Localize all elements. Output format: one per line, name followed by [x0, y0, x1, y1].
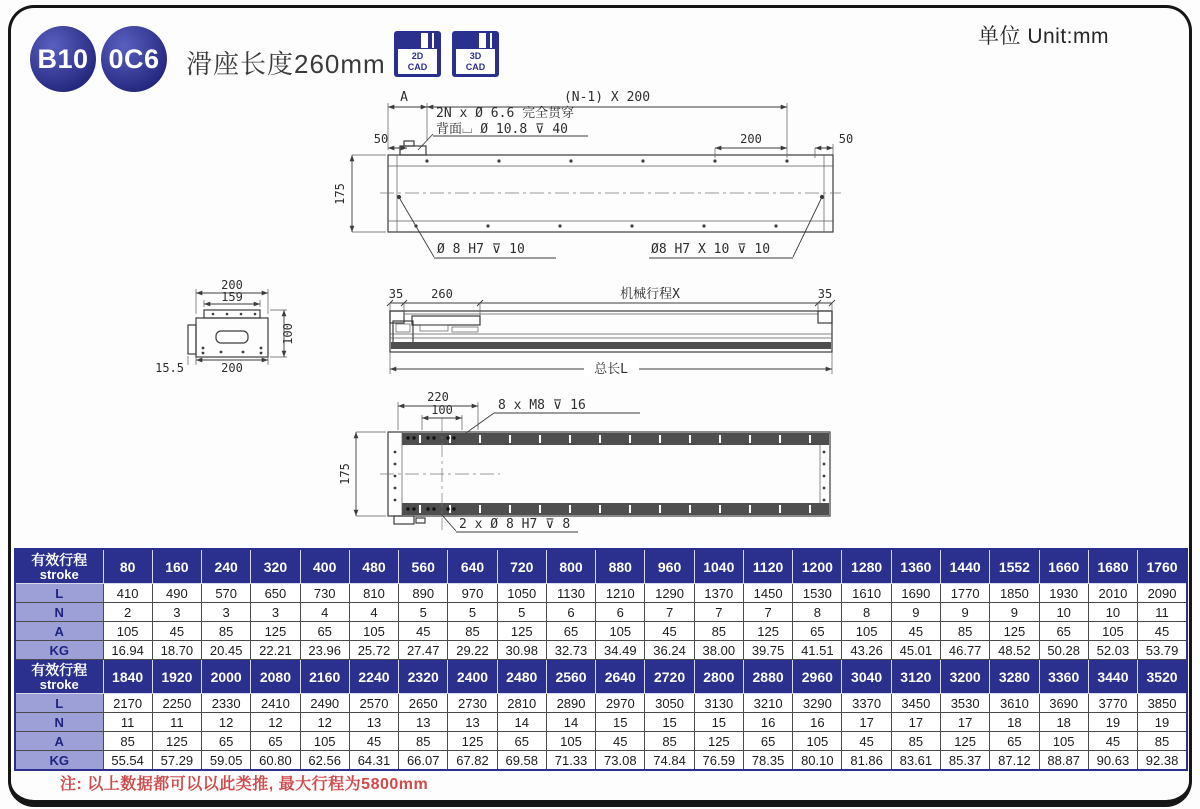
row-L-cell: 570 — [202, 584, 251, 603]
row-N-cell: 19 — [1138, 713, 1187, 732]
row-N-cell: 10 — [1088, 603, 1137, 622]
row-L-cell: 2010 — [1088, 584, 1137, 603]
cad-2d-label: 2D CAD — [398, 49, 437, 74]
row-L-cell: 2090 — [1138, 584, 1187, 603]
stroke-value-cell: 480 — [349, 549, 398, 584]
row-N-cell: 12 — [251, 713, 300, 732]
side-dim-35-right: 35 — [817, 287, 833, 301]
row-N-cell: 13 — [448, 713, 497, 732]
row-N-cell: 9 — [941, 603, 990, 622]
row-L-cell: 2490 — [300, 694, 349, 713]
row-L-cell: 490 — [152, 584, 201, 603]
end-dim-15-5: 15.5 — [155, 361, 184, 375]
row-N-cell: 10 — [1039, 603, 1088, 622]
stroke-value-cell: 720 — [497, 549, 546, 584]
plan-hole-note-1: 2N x Ø 6.6 完全贯穿 — [436, 106, 575, 121]
row-A-cell: 85 — [891, 732, 940, 751]
row-KG-cell: 32.73 — [546, 641, 595, 660]
row-KG-cell: 69.58 — [497, 751, 546, 771]
row-N-cell: 3 — [251, 603, 300, 622]
row-N-cell: 7 — [743, 603, 792, 622]
row-N-cell: 13 — [399, 713, 448, 732]
row-L-group2 — [15, 694, 1187, 713]
row-KG-cell: 39.75 — [743, 641, 792, 660]
bottom-view-drawing — [338, 390, 830, 532]
stroke-value-cell: 1200 — [793, 549, 842, 584]
row-KG-cell: 81.86 — [842, 751, 891, 771]
bottom-dim-175: 175 — [338, 463, 352, 485]
plan-dim-200: 200 — [740, 132, 762, 146]
stroke-value-cell: 800 — [546, 549, 595, 584]
end-view-holes — [202, 313, 263, 355]
row-L-cell: 2650 — [399, 694, 448, 713]
row-A-cell: 85 — [202, 622, 251, 641]
row-A-cell: 105 — [1039, 732, 1088, 751]
row-KG-cell: 22.21 — [251, 641, 300, 660]
row-A-cell: 105 — [1088, 622, 1137, 641]
stroke-value-cell: 1760 — [1138, 549, 1187, 584]
stroke-value-cell: 2000 — [202, 660, 251, 694]
footnote: 注: 以上数据都可以以此类推, 最大行程为5800mm — [60, 776, 429, 793]
stroke-value-cell: 3040 — [842, 660, 891, 694]
row-A-cell: 105 — [842, 622, 891, 641]
stroke-value-cell: 80 — [103, 549, 152, 584]
stroke-value-cell: 2080 — [251, 660, 300, 694]
side-view-drawing — [387, 286, 835, 377]
row-L-label: L — [15, 584, 103, 603]
stroke-value-cell: 640 — [448, 549, 497, 584]
row-L-cell: 1370 — [694, 584, 743, 603]
plan-dim-a: A — [400, 90, 408, 105]
stroke-value-cell: 3120 — [891, 660, 940, 694]
row-L-cell: 1130 — [546, 584, 595, 603]
plan-dim-50-left: 50 — [373, 132, 389, 146]
row-N-cell: 17 — [941, 713, 990, 732]
stroke-value-cell: 560 — [399, 549, 448, 584]
row-N-cell: 11 — [1138, 603, 1187, 622]
row-A-cell: 65 — [743, 732, 792, 751]
row-N-cell: 7 — [645, 603, 694, 622]
side-stroke-label: 机械行程X — [620, 287, 680, 302]
row-A-cell: 65 — [300, 622, 349, 641]
row-A-cell: 85 — [941, 622, 990, 641]
row-KG-cell: 66.07 — [399, 751, 448, 771]
stroke-value-cell: 1440 — [941, 549, 990, 584]
end-dim-200-top: 200 — [221, 278, 243, 292]
stroke-value-cell: 2160 — [300, 660, 349, 694]
row-N-label: N — [15, 713, 103, 732]
row-N-cell: 5 — [497, 603, 546, 622]
row-KG-cell: 16.94 — [103, 641, 152, 660]
side-length-label: 总长L — [594, 362, 628, 377]
stroke-value-cell: 2720 — [645, 660, 694, 694]
row-N-cell: 13 — [349, 713, 398, 732]
stroke-value-cell: 3280 — [990, 660, 1039, 694]
row-L-label: L — [15, 694, 103, 713]
row-KG-group2 — [15, 751, 1187, 771]
plan-hole-note-2: 背面⌴ Ø 10.8 ⊽ 40 — [436, 122, 569, 137]
row-KG-cell: 71.33 — [546, 751, 595, 771]
row-A-cell: 125 — [448, 732, 497, 751]
row-KG-cell: 87.12 — [990, 751, 1039, 771]
unit-label: 单位 Unit:mm — [978, 25, 1109, 48]
row-L-cell: 3130 — [694, 694, 743, 713]
row-N-cell: 5 — [399, 603, 448, 622]
row-A-cell: 45 — [842, 732, 891, 751]
row-N-cell: 18 — [1039, 713, 1088, 732]
row-KG-cell: 52.03 — [1088, 641, 1137, 660]
row-KG-cell: 45.01 — [891, 641, 940, 660]
end-dim-200-bottom: 200 — [221, 361, 243, 375]
stroke-value-cell: 960 — [645, 549, 694, 584]
row-KG-cell: 76.59 — [694, 751, 743, 771]
hole-marks — [397, 159, 824, 227]
row-L-cell: 2570 — [349, 694, 398, 713]
row-A-cell: 125 — [152, 732, 201, 751]
row-A-cell: 105 — [103, 622, 152, 641]
row-A-cell: 65 — [546, 622, 595, 641]
row-A-cell: 45 — [645, 622, 694, 641]
plan-pin-note-right: Ø8 H7 X 10 ⊽ 10 — [651, 242, 771, 257]
row-L-cell: 970 — [448, 584, 497, 603]
stroke-value-cell: 3200 — [941, 660, 990, 694]
bottom-dim-100: 100 — [431, 403, 453, 417]
spec-table — [14, 548, 1188, 771]
row-KG-cell: 64.31 — [349, 751, 398, 771]
row-A-cell: 105 — [300, 732, 349, 751]
row-L-cell: 1050 — [497, 584, 546, 603]
row-L-cell: 2330 — [202, 694, 251, 713]
row-L-cell: 1210 — [596, 584, 645, 603]
row-L-cell: 1610 — [842, 584, 891, 603]
row-A-cell: 45 — [891, 622, 940, 641]
row-KG-cell: 20.45 — [202, 641, 251, 660]
row-A-cell: 65 — [1039, 622, 1088, 641]
stroke-value-cell: 880 — [596, 549, 645, 584]
row-L-cell: 2810 — [497, 694, 546, 713]
stroke-header-row-1 — [15, 549, 1187, 584]
stroke-value-cell: 320 — [251, 549, 300, 584]
row-KG-label: KG — [15, 641, 103, 660]
row-L-cell: 3530 — [941, 694, 990, 713]
row-A-cell: 85 — [399, 732, 448, 751]
row-N-label: N — [15, 603, 103, 622]
row-A-cell: 65 — [793, 622, 842, 641]
row-N-cell: 17 — [891, 713, 940, 732]
row-N-cell: 7 — [694, 603, 743, 622]
row-N-cell: 8 — [842, 603, 891, 622]
row-KG-cell: 38.00 — [694, 641, 743, 660]
plan-dim-175: 175 — [333, 183, 347, 205]
row-KG-cell: 53.79 — [1138, 641, 1187, 660]
row-A-cell: 45 — [349, 732, 398, 751]
row-N-cell: 8 — [793, 603, 842, 622]
stroke-value-cell: 2960 — [793, 660, 842, 694]
stroke-header-row-2 — [15, 660, 1187, 694]
row-N-cell: 12 — [202, 713, 251, 732]
row-N-cell: 15 — [645, 713, 694, 732]
row-A-cell: 65 — [251, 732, 300, 751]
row-KG-cell: 59.05 — [202, 751, 251, 771]
row-L-cell: 3850 — [1138, 694, 1187, 713]
row-A-group2 — [15, 732, 1187, 751]
row-L-cell: 3370 — [842, 694, 891, 713]
row-L-cell: 890 — [399, 584, 448, 603]
plan-dim-50-right: 50 — [838, 132, 854, 146]
row-N-cell: 15 — [694, 713, 743, 732]
stroke-value-cell: 2320 — [399, 660, 448, 694]
row-N-cell: 4 — [300, 603, 349, 622]
row-KG-cell: 74.84 — [645, 751, 694, 771]
row-N-cell: 16 — [793, 713, 842, 732]
row-KG-cell: 34.49 — [596, 641, 645, 660]
row-KG-cell: 30.98 — [497, 641, 546, 660]
row-N-group2 — [15, 713, 1187, 732]
row-KG-label: KG — [15, 751, 103, 771]
row-A-cell: 105 — [596, 622, 645, 641]
side-dim-35-left: 35 — [388, 287, 404, 301]
stroke-value-cell: 2560 — [546, 660, 595, 694]
stroke-value-cell: 2640 — [596, 660, 645, 694]
row-N-cell: 15 — [596, 713, 645, 732]
row-KG-cell: 41.51 — [793, 641, 842, 660]
model-badge-type-label: 0C6 — [108, 43, 160, 74]
row-A-cell: 125 — [941, 732, 990, 751]
row-L-cell: 2250 — [152, 694, 201, 713]
row-L-cell: 3210 — [743, 694, 792, 713]
row-A-label: A — [15, 732, 103, 751]
row-N-cell: 9 — [891, 603, 940, 622]
row-A-cell: 45 — [596, 732, 645, 751]
row-N-cell: 17 — [842, 713, 891, 732]
row-A-cell: 105 — [546, 732, 595, 751]
stroke-value-cell: 1280 — [842, 549, 891, 584]
end-dim-100: 100 — [281, 323, 295, 345]
stroke-value-cell: 2240 — [349, 660, 398, 694]
stroke-value-cell: 2400 — [448, 660, 497, 694]
row-L-cell: 3690 — [1039, 694, 1088, 713]
row-A-cell: 85 — [103, 732, 152, 751]
row-N-cell: 9 — [990, 603, 1039, 622]
page-title: 滑座长度260mm — [186, 49, 386, 79]
row-A-group1 — [15, 622, 1187, 641]
row-A-cell: 105 — [349, 622, 398, 641]
mount-hole-dots — [406, 436, 455, 510]
stroke-value-cell: 1920 — [152, 660, 201, 694]
stroke-value-cell: 240 — [202, 549, 251, 584]
stroke-value-cell: 1840 — [103, 660, 152, 694]
row-L-cell: 2410 — [251, 694, 300, 713]
row-KG-cell: 43.26 — [842, 641, 891, 660]
row-A-cell: 85 — [1138, 732, 1187, 751]
row-L-cell: 650 — [251, 584, 300, 603]
stroke-row-label: 有效行程 stroke — [15, 660, 103, 694]
bottom-view-holes — [394, 451, 826, 502]
row-L-cell: 410 — [103, 584, 152, 603]
row-A-cell: 65 — [202, 732, 251, 751]
bottom-screw-note: 8 x M8 ⊽ 16 — [498, 398, 586, 413]
row-KG-cell: 67.82 — [448, 751, 497, 771]
row-A-cell: 85 — [694, 622, 743, 641]
row-N-cell: 19 — [1088, 713, 1137, 732]
cad-3d-label: 3D CAD — [456, 49, 495, 74]
row-KG-cell: 62.56 — [300, 751, 349, 771]
row-KG-cell: 92.38 — [1138, 751, 1187, 771]
stroke-value-cell: 2800 — [694, 660, 743, 694]
row-N-cell: 6 — [596, 603, 645, 622]
row-N-cell: 16 — [743, 713, 792, 732]
row-L-cell: 3610 — [990, 694, 1039, 713]
row-KG-cell: 36.24 — [645, 641, 694, 660]
row-L-cell: 2970 — [596, 694, 645, 713]
row-KG-cell: 60.80 — [251, 751, 300, 771]
row-KG-cell: 55.54 — [103, 751, 152, 771]
stroke-value-cell: 2480 — [497, 660, 546, 694]
row-A-cell: 85 — [645, 732, 694, 751]
row-KG-cell: 90.63 — [1088, 751, 1137, 771]
row-L-cell: 1770 — [941, 584, 990, 603]
row-L-cell: 2170 — [103, 694, 152, 713]
row-A-cell: 45 — [1088, 732, 1137, 751]
row-KG-cell: 50.28 — [1039, 641, 1088, 660]
row-N-cell: 2 — [103, 603, 152, 622]
stroke-value-cell: 400 — [300, 549, 349, 584]
bottom-dim-220: 220 — [427, 390, 449, 404]
stroke-value-cell: 3360 — [1039, 660, 1088, 694]
row-KG-cell: 18.70 — [152, 641, 201, 660]
stroke-value-cell: 2880 — [743, 660, 792, 694]
stroke-value-cell: 1552 — [990, 549, 1039, 584]
end-view-drawing — [155, 278, 295, 375]
plan-dim-pitch: (N-1) X 200 — [563, 90, 651, 105]
row-KG-cell: 29.22 — [448, 641, 497, 660]
row-N-cell: 14 — [546, 713, 595, 732]
row-A-cell: 125 — [497, 622, 546, 641]
row-N-cell: 5 — [448, 603, 497, 622]
row-A-cell: 45 — [152, 622, 201, 641]
row-L-cell: 810 — [349, 584, 398, 603]
row-N-cell: 3 — [152, 603, 201, 622]
row-L-group1 — [15, 584, 1187, 603]
row-KG-cell: 80.10 — [793, 751, 842, 771]
plan-pin-note-left: Ø 8 H7 ⊽ 10 — [437, 242, 525, 257]
row-L-cell: 1850 — [990, 584, 1039, 603]
row-L-cell: 1930 — [1039, 584, 1088, 603]
row-A-cell: 105 — [793, 732, 842, 751]
stroke-value-cell: 1680 — [1088, 549, 1137, 584]
row-L-cell: 3450 — [891, 694, 940, 713]
row-N-cell: 14 — [497, 713, 546, 732]
row-L-cell: 1530 — [793, 584, 842, 603]
row-A-cell: 45 — [399, 622, 448, 641]
row-A-cell: 125 — [743, 622, 792, 641]
stroke-value-cell: 1040 — [694, 549, 743, 584]
row-L-cell: 730 — [300, 584, 349, 603]
end-dim-159: 159 — [221, 290, 243, 304]
row-KG-cell: 46.77 — [941, 641, 990, 660]
row-N-cell: 4 — [349, 603, 398, 622]
model-badge-series-label: B10 — [37, 43, 89, 74]
row-L-cell: 3050 — [645, 694, 694, 713]
row-N-cell: 18 — [990, 713, 1039, 732]
row-L-cell: 1690 — [891, 584, 940, 603]
row-A-cell: 65 — [990, 732, 1039, 751]
stroke-value-cell: 1360 — [891, 549, 940, 584]
row-KG-cell: 83.61 — [891, 751, 940, 771]
stroke-value-cell: 1660 — [1039, 549, 1088, 584]
row-N-cell: 11 — [103, 713, 152, 732]
stroke-value-cell: 1120 — [743, 549, 792, 584]
row-N-cell: 11 — [152, 713, 201, 732]
row-A-cell: 125 — [990, 622, 1039, 641]
side-dim-260: 260 — [431, 287, 453, 301]
bottom-pin-note: 2 x Ø 8 H7 ⊽ 8 — [459, 517, 571, 532]
strip-ticks — [420, 435, 810, 513]
stroke-value-cell: 3520 — [1138, 660, 1187, 694]
row-KG-cell: 27.47 — [399, 641, 448, 660]
row-KG-cell: 88.87 — [1039, 751, 1088, 771]
row-A-cell: 85 — [448, 622, 497, 641]
row-L-cell: 2890 — [546, 694, 595, 713]
row-N-cell: 6 — [546, 603, 595, 622]
row-KG-cell: 78.35 — [743, 751, 792, 771]
row-L-cell: 1450 — [743, 584, 792, 603]
row-KG-cell: 23.96 — [300, 641, 349, 660]
stroke-row-label: 有效行程 stroke — [15, 549, 103, 584]
row-L-cell: 2730 — [448, 694, 497, 713]
row-KG-cell: 48.52 — [990, 641, 1039, 660]
row-KG-cell: 73.08 — [596, 751, 645, 771]
row-A-cell: 65 — [497, 732, 546, 751]
row-L-cell: 1290 — [645, 584, 694, 603]
plan-view-drawing — [333, 90, 853, 258]
row-L-cell: 3770 — [1088, 694, 1137, 713]
row-KG-cell: 85.37 — [941, 751, 990, 771]
stroke-value-cell: 160 — [152, 549, 201, 584]
row-A-cell: 125 — [251, 622, 300, 641]
row-KG-group1 — [15, 641, 1187, 660]
row-L-cell: 3290 — [793, 694, 842, 713]
row-KG-cell: 25.72 — [349, 641, 398, 660]
row-N-group1 — [15, 603, 1187, 622]
row-N-cell: 12 — [300, 713, 349, 732]
stroke-value-cell: 3440 — [1088, 660, 1137, 694]
row-N-cell: 3 — [202, 603, 251, 622]
row-A-label: A — [15, 622, 103, 641]
row-KG-cell: 57.29 — [152, 751, 201, 771]
row-A-cell: 125 — [694, 732, 743, 751]
row-A-cell: 45 — [1138, 622, 1187, 641]
